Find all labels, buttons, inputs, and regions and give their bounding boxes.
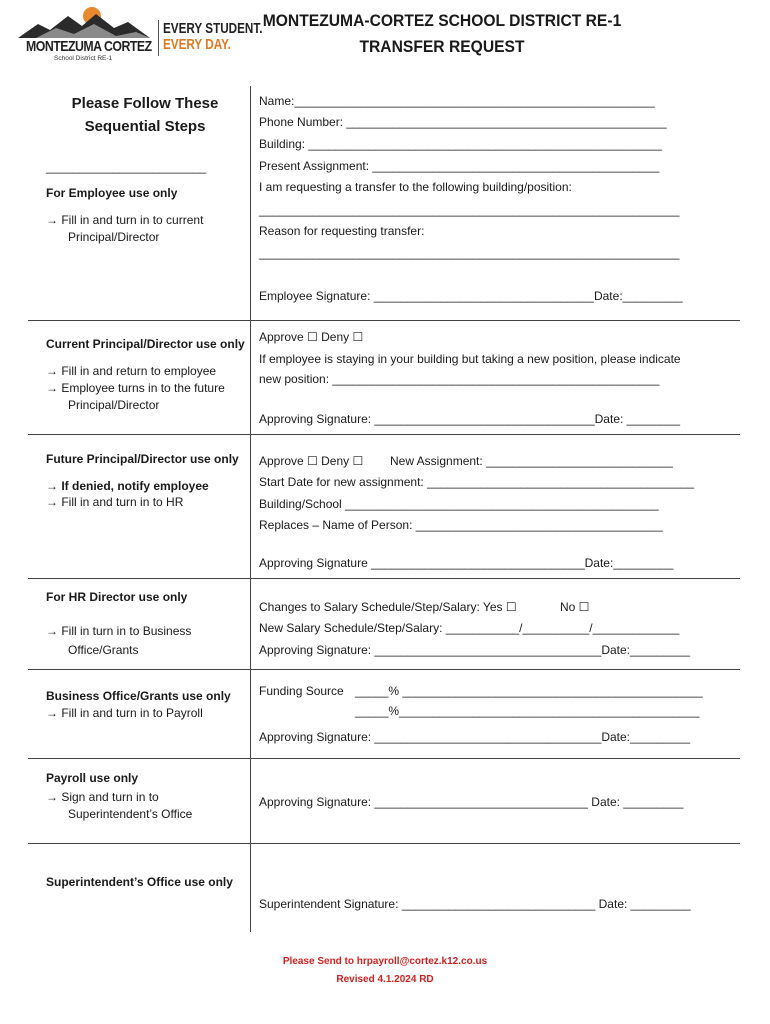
district-logo (16, 6, 263, 62)
section-divider (28, 320, 740, 321)
transfer-request-field[interactable]: _______________________________________________________________ (259, 203, 680, 217)
logo-name: MONTEZUMA CORTEZ (26, 38, 152, 55)
building-field[interactable]: Building: _____________________________________________________ (259, 137, 663, 151)
section-divider (28, 758, 740, 759)
current-step-1: → Fill in and return to employee (46, 364, 217, 378)
current-new-position-field[interactable]: new position: _________________________________________________ (259, 372, 660, 386)
payroll-section-heading: Payroll use only (46, 771, 139, 785)
future-approve-deny[interactable]: Approve ☐ Deny ☐ (259, 454, 364, 468)
logo-subname: School District RE-1 (54, 55, 113, 62)
future-start-date-field[interactable]: Start Date for new assignment: ________________________________________ (259, 475, 695, 489)
future-step-2: → Fill in and turn in to HR (46, 495, 184, 509)
steps-title (40, 92, 250, 138)
logo-tagline-1: EVERY STUDENT. (163, 20, 263, 37)
mountain-logo-icon (16, 6, 158, 40)
hr-step-1-cont: Office/Grants (68, 643, 139, 657)
future-replaces-field[interactable]: Replaces – Name of Person: _____________________________________ (259, 518, 663, 532)
superintendent-section-heading: Superintendent’s Office use only (46, 875, 233, 889)
reason-label: Reason for requesting transfer: (259, 224, 425, 238)
logo-divider (158, 20, 159, 56)
employee-signature-field[interactable]: Employee Signature: _________________________________Date:_________ (259, 289, 683, 303)
current-approve-deny[interactable]: Approve ☐ Deny ☐ (259, 330, 364, 344)
current-staying-text: If employee is staying in your building but taking a new position, please indicate (259, 352, 681, 366)
section-divider (28, 578, 740, 579)
steps-rule: ________________________ (46, 160, 207, 174)
future-building-field[interactable]: Building/School _______________________________________________ (259, 497, 659, 511)
business-approving-signature[interactable]: Approving Signature: __________________________________Date:_________ (259, 730, 691, 744)
current-approving-signature[interactable]: Approving Signature: _________________________________Date: ________ (259, 412, 681, 426)
column-divider (250, 86, 251, 932)
funding-source-line-2[interactable]: _____%_____________________________________________ (355, 704, 700, 718)
name-field[interactable]: Name:______________________________________________________ (259, 94, 655, 108)
employee-step-1: → Fill in and turn in to current (46, 213, 204, 227)
future-approving-signature[interactable]: Approving Signature ________________________________Date:_________ (259, 556, 674, 570)
title-line-1: MONTEZUMA-CORTEZ SCHOOL DISTRICT RE-1 (262, 11, 622, 30)
current-step-2: → Employee turns in to the future (46, 381, 225, 395)
logo-tagline-2: EVERY DAY. (163, 36, 231, 53)
steps-title-line-2: Sequential Steps (84, 118, 206, 135)
send-to-note: Please Send to hrpayroll@cortez.k12.co.us (282, 956, 488, 967)
hr-salary-changes-yes[interactable]: Changes to Salary Schedule/Step/Salary: Yes ☐ (259, 600, 517, 614)
hr-approving-signature[interactable]: Approving Signature: __________________________________Date:_________ (259, 643, 691, 657)
steps-title-line-1: Please Follow These (71, 95, 219, 112)
section-divider (28, 669, 740, 670)
superintendent-signature[interactable]: Superintendent Signature: _____________________________ Date: _________ (259, 897, 691, 911)
reason-field[interactable]: _______________________________________________________________ (259, 246, 680, 260)
hr-new-schedule-field[interactable]: New Salary Schedule/Step/Salary: ___________/__________/_____________ (259, 621, 680, 635)
payroll-approving-signature[interactable]: Approving Signature: ________________________________ Date: _________ (259, 795, 684, 809)
business-section-heading: Business Office/Grants use only (46, 689, 231, 703)
current-section-heading: Current Principal/Director use only (46, 337, 245, 351)
future-section-heading: Future Principal/Director use only (46, 452, 239, 466)
employee-step-1-cont: Principal/Director (68, 230, 160, 244)
employee-section-heading: For Employee use only (46, 186, 178, 200)
transfer-request-label: I am requesting a transfer to the following building/position: (259, 180, 572, 194)
funding-source-line-1[interactable]: _____% _____________________________________________ (355, 684, 703, 698)
hr-salary-changes-no[interactable]: No ☐ (560, 600, 590, 614)
hr-section-heading: For HR Director use only (46, 590, 188, 604)
payroll-step-1-cont: Superintendent’s Office (68, 807, 193, 821)
funding-source-label: Funding Source (259, 684, 344, 698)
section-divider (28, 843, 740, 844)
phone-field[interactable]: Phone Number: ________________________________________________ (259, 115, 667, 129)
title-line-2: TRANSFER REQUEST (359, 37, 525, 56)
hr-step-1: → Fill in turn in to Business (46, 624, 192, 638)
future-step-1: → If denied, notify employee (46, 479, 209, 493)
present-assignment-field[interactable]: Present Assignment: ___________________________________________ (259, 159, 660, 173)
business-step-1: → Fill in and turn in to Payroll (46, 706, 203, 720)
future-new-assignment-field[interactable]: New Assignment: ____________________________ (390, 454, 673, 468)
current-step-2-cont: Principal/Director (68, 398, 160, 412)
section-divider (28, 434, 740, 435)
revision-note: Revised 4.1.2024 RD (336, 974, 434, 985)
payroll-step-1: → Sign and turn in to (46, 790, 159, 804)
form-title (249, 8, 635, 60)
